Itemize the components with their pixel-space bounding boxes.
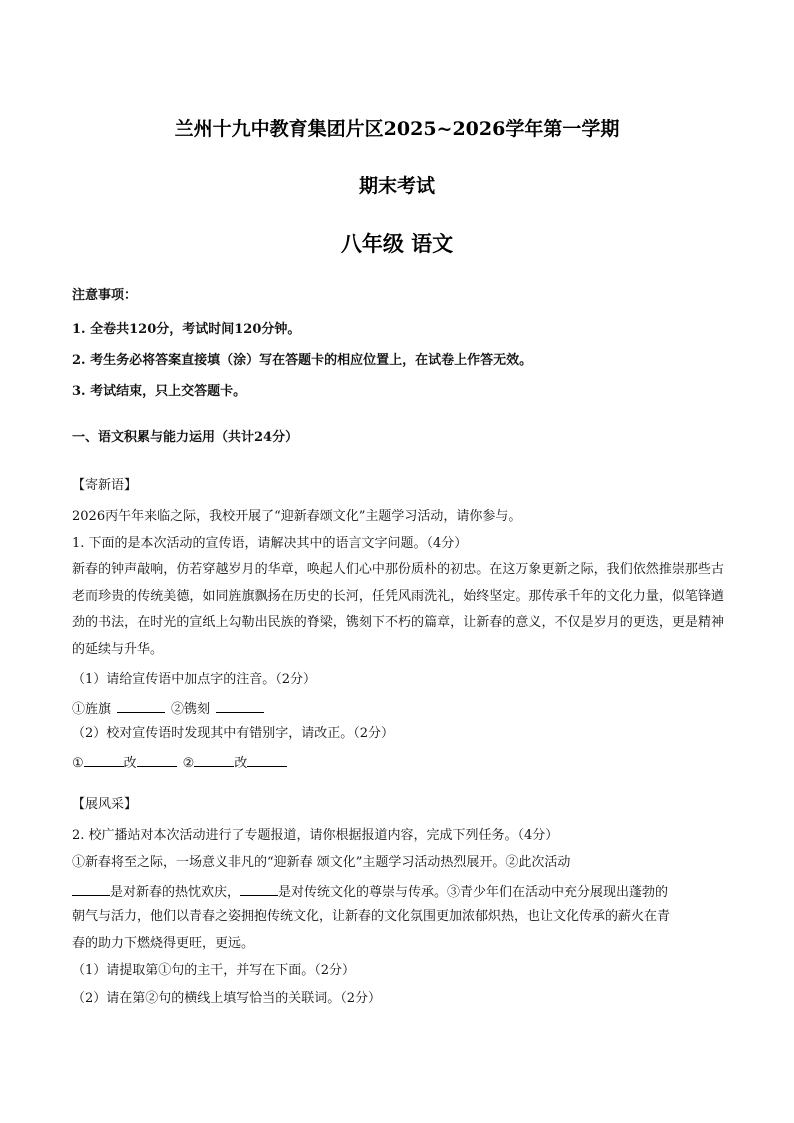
- question-1-2: （2）校对宣传语时发现其中有错别字，请改正。（2分）: [72, 726, 395, 741]
- question-1-1: （1）请给宣传语中加点字的注音。（2分）: [72, 672, 317, 687]
- exam-grade-subject: 八年级 语文: [340, 231, 454, 256]
- answer-label: ②镌刻: [171, 702, 211, 717]
- report-line: ①新春将至之际，一场意义非凡的“迎新春 颂文化”主题学习活动热烈展开。②此次活动: [72, 855, 571, 870]
- report-text: 是对新春的热忱欢庆，: [110, 885, 241, 900]
- answer-blank[interactable]: [216, 698, 264, 713]
- subsection-label: 【展风采】: [72, 797, 138, 812]
- question-2: 2. 校广播站对本次活动进行了专题报道，请你根据报道内容，完成下列任务。（4分）: [72, 828, 559, 843]
- subsection-label: 【寄新语】: [72, 478, 138, 493]
- question-2-1: （1）请提取第①句的主干，并写在下面。（2分）: [72, 963, 356, 978]
- report-line: 朝气与活力，他们以青春之姿拥抱传统文化，让新春的文化氛围更加浓郁炽热，也让文化传承的薪火在青: [72, 909, 671, 924]
- answer-label: ①: [72, 756, 84, 771]
- answer-blank[interactable]: [194, 752, 234, 767]
- answer-blank[interactable]: [84, 752, 124, 767]
- answer-label: 改: [123, 756, 137, 771]
- exam-title: 兰州十九中教育集团片区2025~2026学年第一学期: [174, 118, 620, 140]
- notice-item: 3. 考试结束，只上交答题卡。: [72, 384, 247, 399]
- exam-subtitle: 期末考试: [358, 175, 435, 197]
- question-1: 1. 下面的是本次活动的宣传语，请解决其中的语言文字问题。（4分）: [72, 536, 468, 551]
- notice-item: 2. 考生务必将答案直接填（涂）写在答题卡的相应位置上，在试卷上作答无效。: [72, 353, 533, 368]
- question-1-2-answers: [72, 752, 722, 773]
- answer-blank[interactable]: [247, 752, 287, 767]
- question-2-2: （2）请在第②句的横线上填写恰当的关联词。（2分）: [72, 991, 382, 1006]
- slogan-passage: 新春的钟声敲响，仿若穿越岁月的华章，唤起人们心中那份质朴的初忠。在这万象更新之际，我们依然推崇那些古老而珍贵的传统美德，如同旌旗飘扬在历史的长河，任凭风雨洗礼，始终坚定。那传承千年的文化力量，似笔锋遒劲的书法，在时光的宣纸上勾勒出民族的脊梁，镌刻下不朽的篇章，让新春的意义，不仅是岁月的更迭，更是精神的延续与升华。: [72, 562, 724, 657]
- answer-label: 改: [234, 756, 248, 771]
- notice-item: 1. 全卷共120分，考试时间120分钟。: [72, 322, 301, 337]
- activity-intro: 2026丙午年来临之际，我校开展了“迎新春颂文化”主题学习活动，请你参与。: [72, 509, 522, 524]
- answer-label: ①旌旗: [72, 702, 112, 717]
- answer-blank[interactable]: [137, 752, 177, 767]
- notice-heading: 注意事项：: [72, 288, 138, 303]
- report-line: [72, 881, 722, 902]
- report-line: 春的助力下燃烧得更旺，更远。: [72, 936, 255, 951]
- answer-label: ②: [182, 756, 195, 771]
- answer-blank[interactable]: [240, 881, 278, 896]
- report-text: 是对传统文化的尊崇与传承。③青少年们在活动中充分展现出蓬勃的: [278, 885, 669, 900]
- answer-blank[interactable]: [72, 881, 110, 896]
- section-heading: 一、语文积累与能力运用（共计24分）: [72, 430, 299, 445]
- question-1-1-answers: [72, 698, 722, 719]
- answer-blank[interactable]: [117, 698, 165, 713]
